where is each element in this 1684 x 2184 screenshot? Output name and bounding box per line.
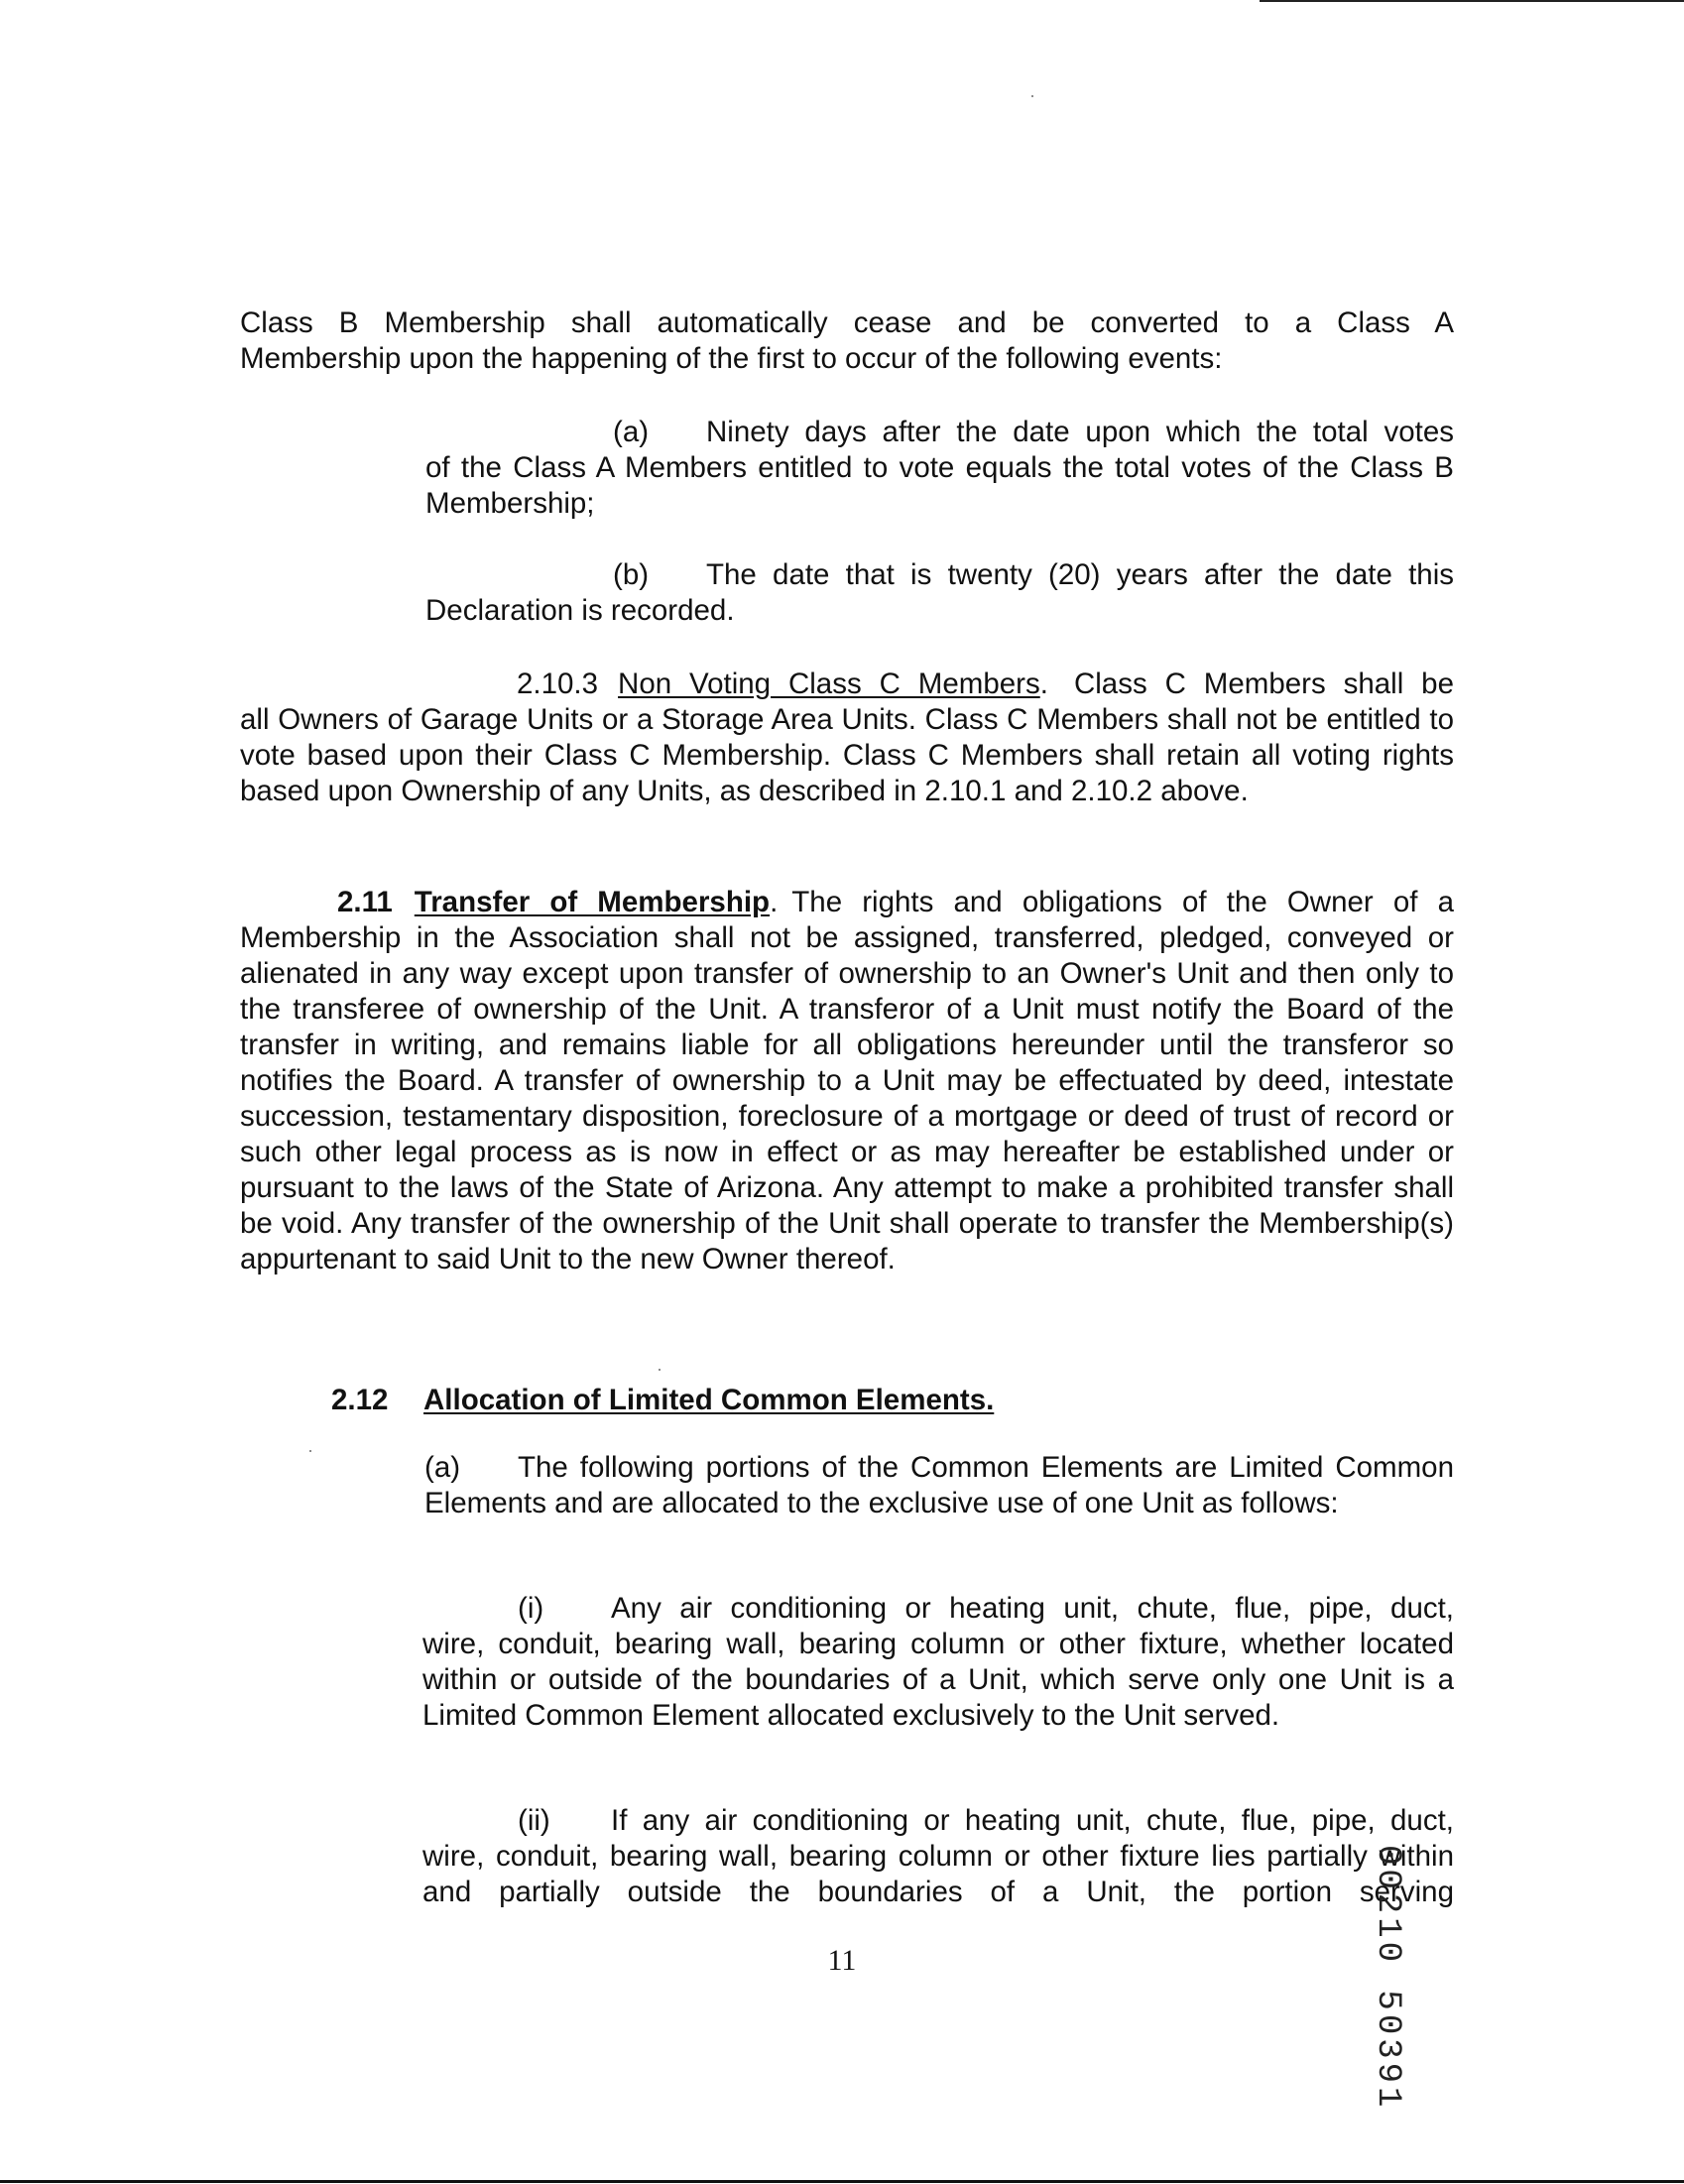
section-2-12-item-i-body: wire, conduit, bearing wall, bearing column or other fixture, whether located within or outside of the boundaries of a Unit, which serve only one Unit is a Limited Common Element allocated exclusively to the Unit served. [422, 1628, 1454, 1732]
intro-line-1: Class B Membership shall automatically cease and be converted to a Class A [240, 306, 1454, 339]
side-document-stamp: 00210 50391 [1369, 1845, 1406, 2112]
page-number: 11 [827, 1944, 857, 1977]
section-2-10-3-line-1: 2.10.3 Non Voting Class C Members. Class C Members shall be [517, 667, 1454, 700]
section-2-10-3-heading: Non Voting Class C Members [618, 667, 1040, 700]
section-2-12-item-ii-body: wire, conduit, bearing wall, bearing column or other fixture lies partially within and partially outside the boundaries of a Unit, the portion serving [422, 1840, 1454, 1908]
section-2-12-item-ii-label: (ii) [518, 1804, 550, 1837]
section-2-12-item-i-label: (i) [518, 1592, 544, 1625]
section-2-12-number: 2.12 [331, 1384, 389, 1416]
section-2-12-item-a-label: (a) [424, 1451, 461, 1484]
scan-speck [659, 1369, 661, 1371]
section-2-11-number: 2.11 [337, 886, 393, 918]
event-a-line-1: (a) Ninety days after the date upon which the total votes [613, 416, 1454, 448]
event-a-body: of the Class A Members entitled to vote equals the total votes of the Class B Membership; [425, 451, 1454, 520]
section-2-11-line-1: 2.11 Transfer of Membership. The rights and obligations of the Owner of a [337, 886, 1454, 918]
event-b-line-1: (b) The date that is twenty (20) years after the date this [613, 558, 1454, 591]
section-2-11-body: Membership in the Association shall not be assigned, transferred, pledged, conveyed or alienated in any way except upon transfer of ownership to an Owner's Unit and then only to the transferee of ownership of the Unit. A transferor of a Unit must notify the Board of the transfer in writing, and remains liable for all obligations hereunder until the transferor so notifies the Board. A transfer of ownership to a Unit may be effectuated by deed, intestate succession, testamentary disposition, foreclosure of a mortgage or deed of trust of record or such other legal process as is now in effect or as may hereafter be established under or pursuant to the laws of the State of Arizona. Any attempt to make a prohibited transfer shall be void. Any transfer of the ownership of the Unit shall operate to transfer the Membership(s) appurtenant to said Unit to the new Owner thereof. [240, 921, 1454, 1275]
section-2-10-3-number: 2.10.3 [517, 667, 599, 700]
section-2-12-item-ii-line-1: (ii) If any air conditioning or heating unit, chute, flue, pipe, duct, [518, 1804, 1454, 1837]
scan-speck [1031, 95, 1033, 97]
section-2-12-heading: Allocation of Limited Common Elements. [423, 1384, 995, 1416]
bottom-edge-rule [0, 2180, 1684, 2183]
event-b-label: (b) [613, 558, 650, 591]
event-a-label: (a) [613, 416, 650, 448]
section-2-10-3-body: all Owners of Garage Units or a Storage Area Units. Class C Members shall not be entitled to vote based upon their Class C Membership. Class C Members shall retain all voting rights based upon Ownership of any Units, as described in 2.10.1 and 2.10.2 above. [240, 703, 1454, 807]
section-2-12-item-a: (a) The following portions of the Common Elements are Limited Common Elements and are allocated to the exclusive use of one Unit as follows: [424, 1451, 1454, 1519]
scan-speck [309, 1450, 311, 1452]
section-2-11-heading: Transfer of Membership [414, 886, 771, 918]
section-2-12-item-i-line-1: (i) Any air conditioning or heating unit, chute, flue, pipe, duct, [518, 1592, 1454, 1625]
intro-line-2: Membership upon the happening of the first to occur of the following events: [240, 342, 1223, 375]
top-edge-rule [1260, 0, 1684, 2]
event-b-body: Declaration is recorded. [425, 594, 735, 627]
